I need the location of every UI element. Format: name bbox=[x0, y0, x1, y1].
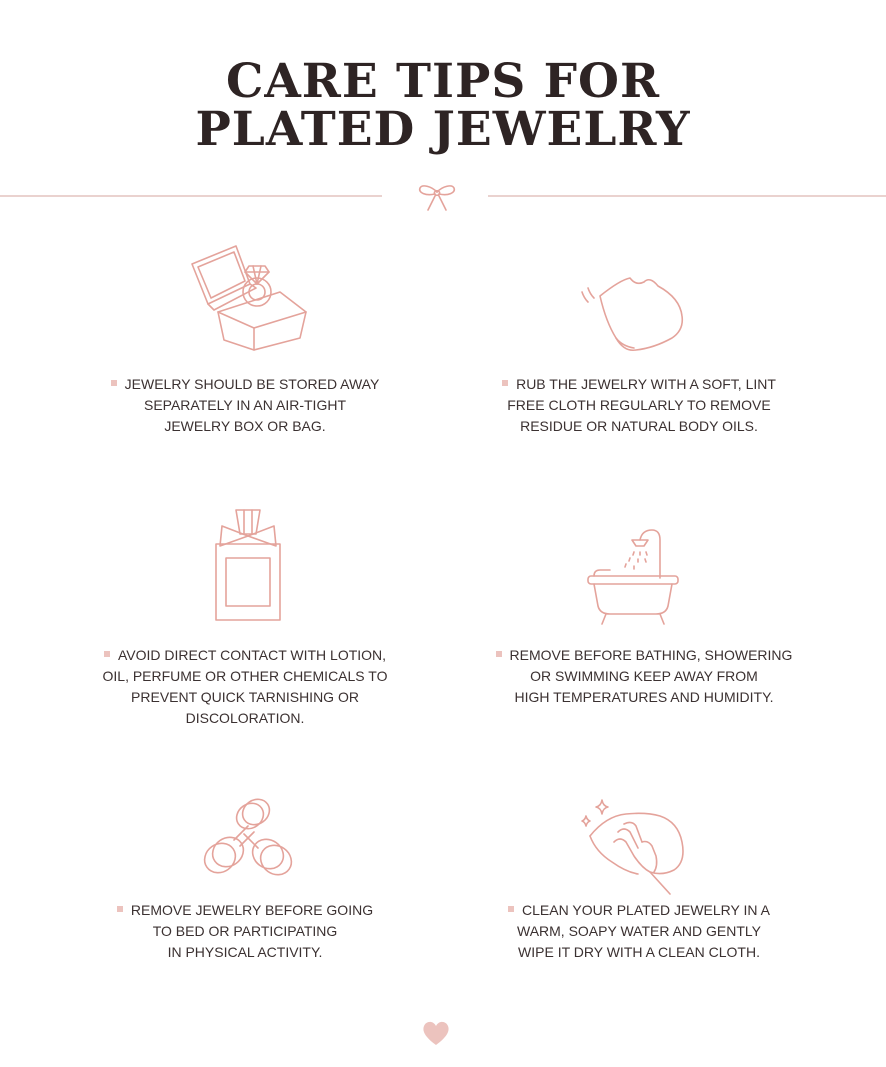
tip-bathing bbox=[484, 645, 804, 708]
cloth-icon bbox=[576, 272, 694, 356]
page-title-line-2: PLATED JEWELRY bbox=[195, 102, 691, 157]
tip-text-line: JEWELRY SHOULD BE STORED AWAY bbox=[124, 376, 380, 392]
bullet-marker bbox=[117, 906, 123, 912]
jewelry-box-icon bbox=[184, 240, 310, 358]
tip-text-line: WIPE IT DRY WITH A CLEAN CLOTH. bbox=[518, 944, 760, 960]
bathtub-icon bbox=[582, 526, 684, 628]
tip-text-line: OR SWIMMING KEEP AWAY FROM bbox=[530, 668, 758, 684]
tip-text-line: REMOVE BEFORE BATHING, SHOWERING bbox=[509, 647, 793, 663]
tip-chemicals bbox=[90, 645, 400, 729]
tip-text-line: CLEAN YOUR PLATED JEWELRY IN A bbox=[522, 902, 770, 918]
tip-text-line: IN PHYSICAL ACTIVITY. bbox=[167, 944, 323, 960]
tip-text-line: RUB THE JEWELRY WITH A SOFT, LINT bbox=[516, 376, 776, 392]
bow-icon bbox=[414, 180, 460, 216]
bullet-marker bbox=[104, 651, 110, 657]
hand-wiping-icon bbox=[576, 796, 690, 896]
bullet-marker bbox=[496, 651, 502, 657]
tip-cleaning bbox=[484, 900, 794, 963]
tip-text-line: JEWELRY BOX OR BAG. bbox=[164, 418, 326, 434]
tip-text-line: AVOID DIRECT CONTACT WITH LOTION, bbox=[117, 647, 387, 663]
divider-right bbox=[488, 195, 886, 197]
tip-text-line: TO BED OR PARTICIPATING bbox=[152, 923, 338, 939]
tip-text-line: HIGH TEMPERATURES AND HUMIDITY. bbox=[514, 689, 774, 705]
tip-text-line: WARM, SOAPY WATER AND GENTLY bbox=[517, 923, 761, 939]
tip-text-line: FREE CLOTH REGULARLY TO REMOVE bbox=[507, 397, 771, 413]
tip-text-line: RESIDUE OR NATURAL BODY OILS. bbox=[520, 418, 758, 434]
divider-left bbox=[0, 195, 382, 197]
bullet-marker bbox=[111, 380, 117, 386]
tip-text-line: OIL, PERFUME OR OTHER CHEMICALS TO bbox=[102, 668, 388, 684]
heart-icon bbox=[421, 1019, 451, 1047]
tip-text-line: SEPARATELY IN AN AIR-TIGHT bbox=[143, 397, 346, 413]
tip-activity bbox=[90, 900, 400, 963]
dumbbell-icon bbox=[198, 794, 298, 886]
tip-cloth bbox=[484, 374, 794, 437]
tip-text-line: PREVENT QUICK TARNISHING OR bbox=[131, 689, 359, 705]
tip-text-line: REMOVE JEWELRY BEFORE GOING bbox=[130, 902, 374, 918]
bullet-marker bbox=[508, 906, 514, 912]
tip-text-line: DISCOLORATION. bbox=[185, 710, 305, 726]
bullet-marker bbox=[502, 380, 508, 386]
page-title-line-1: CARE TIPS FOR bbox=[225, 54, 661, 109]
tip-storage bbox=[90, 374, 400, 437]
perfume-icon bbox=[208, 506, 288, 626]
